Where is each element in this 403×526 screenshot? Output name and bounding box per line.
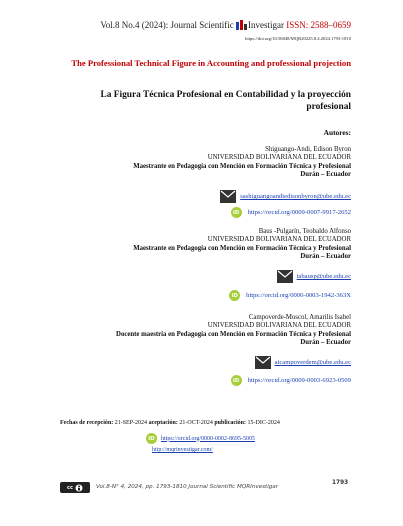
author-university: UNIVERSIDAD BOLIVARIANA DEL ECUADOR (207, 236, 351, 244)
title-spanish: La Figura Técnica Profesional en Contabilidad y la proyección profesional (100, 90, 351, 112)
author-email-row-1 (220, 190, 351, 203)
journal-logo-text: Investigar (247, 20, 284, 31)
creative-commons-badge (60, 482, 90, 493)
author-orcid-row-2 (229, 290, 351, 301)
journal-line: Vol.8 No.4 (2024): Journal Scientific (100, 20, 234, 31)
title-english: The Professional Technical Figure in Accounting and professional projection (71, 58, 351, 68)
journal-orcid-link[interactable]: https://orcid.org/0000-0002-8695-5005 (161, 435, 256, 442)
author-role: Docente maestría en Pedagogía con Mención en Formación Técnica y Profesional (116, 330, 351, 338)
author-role: Maestrante en Pedagogía con Mención en Formación Técnica y Profesional (133, 162, 351, 170)
mail-icon (277, 270, 293, 283)
author-orcid-link[interactable]: https://orcid.org/0009-0003-6923-0509 (247, 377, 351, 384)
journal-logo-icon (236, 20, 248, 32)
author-university: UNIVERSIDAD BOLIVARIANA DEL ECUADOR (207, 322, 351, 330)
author-orcid-link[interactable]: https://orcid.org/0009-0007-9917-2652 (247, 209, 351, 216)
author-block-3 (51, 314, 351, 348)
mail-icon (220, 190, 236, 203)
footer-citation: Vol.8-N° 4, 2024, pp. 1793-1810 Journal Scientific MQRInvestigar (96, 484, 279, 490)
issn: ISSN: 2588–0659 (286, 20, 351, 31)
page-number: 1793 (332, 480, 349, 486)
by-icon (75, 484, 83, 492)
acceptance-label: aceptación: (148, 420, 178, 426)
author-email[interactable]: aicampoverdem@ube.edu.ec (274, 359, 351, 366)
orcid-icon: iD (231, 207, 242, 218)
orcid-icon: iD (231, 375, 242, 386)
author-email-row-2 (277, 270, 351, 283)
author-location: Durán – Ecuador (300, 171, 351, 179)
publication-date: 15-DIC-2024 (247, 420, 280, 426)
author-university: UNIVERSIDAD BOLIVARIANA DEL ECUADOR (207, 154, 351, 162)
publication-label: publicación: (214, 420, 247, 426)
author-role: Maestrante en Pedagogía con Mención en Formación Técnica y Profesional (133, 244, 351, 252)
author-email[interactable]: sashiguangoandiedisonbyron@ube.edu.ec (240, 193, 351, 200)
author-email-row-3 (255, 356, 351, 369)
author-name: Baus -Pulgarín, Teobaldo Alfonso (258, 228, 351, 235)
author-name: Shiguango-Andi, Edison Byron (265, 146, 351, 153)
orcid-icon: iD (146, 433, 157, 444)
reception-label: Fechas de recepción: (60, 420, 114, 426)
author-email[interactable]: tabausp@ube.edu.ec (296, 273, 351, 280)
orcid-icon: iD (229, 290, 240, 301)
author-name: Campoverde-Moscol, Amarilis Isabel (248, 314, 351, 321)
doi-link[interactable]: https://doi.org/10.56048/MQR20225.8.4.2024.1793-1810 (245, 36, 351, 41)
author-orcid-link[interactable]: https://orcid.org/0000-0003-1942-363X (246, 292, 351, 299)
author-block-2 (51, 228, 351, 262)
journal-orcid-row (146, 433, 255, 444)
submission-dates (60, 420, 280, 426)
author-block-1 (51, 146, 351, 180)
acceptance-date: 21-OCT-2024 (179, 420, 213, 426)
author-orcid-row-1 (231, 207, 351, 218)
author-orcid-row-3 (231, 375, 351, 386)
author-location: Durán – Ecuador (300, 339, 351, 347)
journal-header (100, 20, 351, 32)
cc-icon: cc (67, 484, 73, 491)
reception-date: 21-SEP-2024 (114, 420, 148, 426)
author-location: Durán – Ecuador (300, 253, 351, 261)
journal-site-link[interactable]: http://mqrinvestigar.com/ (152, 447, 213, 453)
mail-icon (255, 356, 271, 369)
authors-label: Autores: (323, 128, 351, 137)
